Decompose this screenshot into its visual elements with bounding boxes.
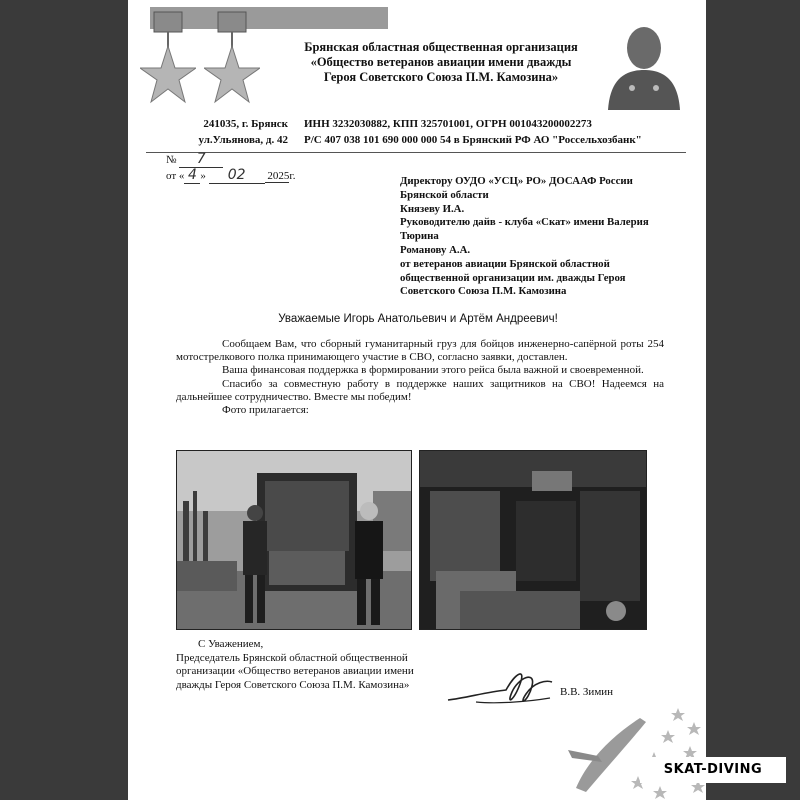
recipient-line: Руководителю дайв - клуба «Скат» имени Валерия [400,216,649,229]
address-line-1: 241035, г. Брянск [203,118,288,130]
greeting: Уважаемые Игорь Анатольевич и Артём Андреевич! [278,313,558,325]
address-line-2: ул.Ульянова, д. 42 [198,134,288,146]
recipient-line: Романову А.А. [400,243,471,256]
organization-title [276,40,606,85]
letter-body [176,338,664,417]
recipient-line: Брянской области [400,188,489,201]
recipient-block [400,175,700,299]
body-paragraph: Сообщаем Вам, что сборный гуманитарный груз для бойцов инженерно-сапёрной роты 254 мотострелкового полка принимающего участие в СВО, согласно заявки, доставлен. [176,338,664,364]
letter-number-date [166,152,295,184]
body-paragraph: Спасибо за совместную работу в поддержке наших защитников на СВО! Надеемся на дальнейшее сотрудничество. Вместе мы победим! [176,377,664,403]
recipient-line: от ветеранов авиации Брянской областной [400,257,610,270]
date-separator: » [200,170,209,182]
signer-name: В.В. Зимин [560,686,614,698]
closing-block [176,638,446,692]
hero-star-medal-icon [140,8,196,108]
closing-salutation: С Уважением, [198,638,264,650]
photo-cargo-inside [419,450,647,630]
date-prefix: от « [166,170,185,182]
date-day: 4 [184,168,200,184]
watermark-label: SKAT-DIVING [640,757,786,783]
letter-number-value: 7 [179,152,223,168]
date-month: 02 [209,168,265,184]
org-title-line-3: Героя Советского Союза П.М. Камозина» [323,70,559,84]
hero-star-medal-icon [204,8,260,108]
recipient-line: Директору ОУДО «УСЦ» РО» ДОСААФ России [400,175,633,187]
recipient-line: Тюрина [400,230,439,243]
org-title-line-2: «Общество ветеранов авиации имени дважды [310,55,572,69]
body-paragraph: Ваша финансовая поддержка в формировании этого рейса была важной и своевременной. [222,364,644,377]
date-year-suffix: г. [289,170,296,182]
bank-requisites [304,116,684,148]
closing-position-line: дважды Героя Советского Союза П.М. Камозина» [176,678,410,691]
org-title-line-1: Брянская областная общественная организация [304,40,578,54]
recipient-line: Князеву И.А. [400,202,465,215]
letter-number-label: № [166,154,177,166]
recipient-line: Советского Союза П.М. Камозина [400,285,567,298]
body-paragraph: Фото прилагается: [222,404,309,417]
airplane-stars-decoration-icon [528,700,706,800]
date-year: 2025 [264,170,290,182]
letter-page [128,0,706,800]
recipient-line: общественной организации им. дважды Героя [400,271,626,284]
organization-address [176,116,288,148]
requisites-line-1: ИНН 3232030882, КПП 325701001, ОГРН 001043200002273 [304,118,592,130]
photo-truck-delivery [176,450,412,630]
closing-position-line: Председатель Брянской областной общественной [176,651,408,664]
closing-position-line: организации «Общество ветеранов авиации имени [176,665,414,677]
bust-portrait-icon [594,18,692,116]
requisites-line-2: Р/С 407 038 101 690 000 000 54 в Брянский РФ АО "Россельхозбанк" [304,134,642,146]
